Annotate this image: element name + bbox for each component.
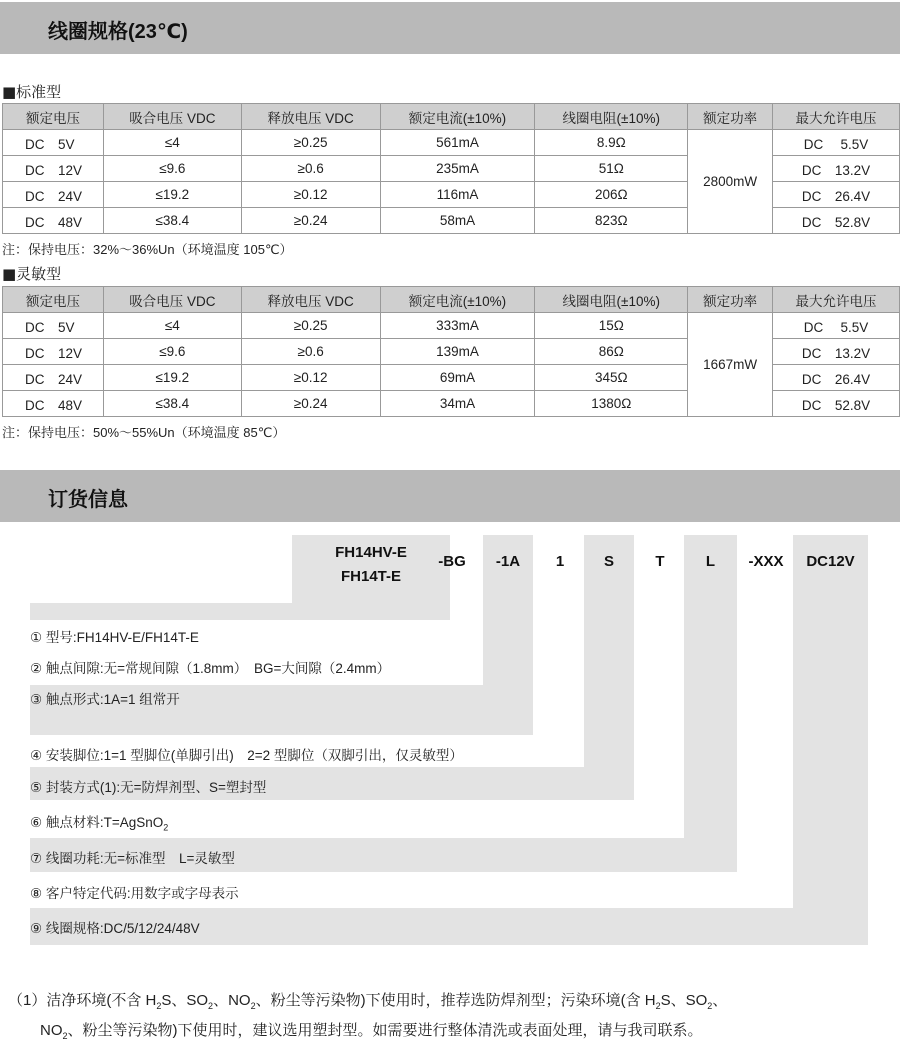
table-cell: DC 5.5V <box>773 130 900 156</box>
table-cell: DC 12V <box>3 339 104 365</box>
table-cell: ≤19.2 <box>103 182 241 208</box>
table-cell: ≤19.2 <box>103 365 241 391</box>
table-cell: 8.9Ω <box>535 130 688 156</box>
code-1: 1 <box>555 553 565 570</box>
model-code-1: FH14HV-E <box>335 544 407 561</box>
code-t: T <box>655 553 665 570</box>
table-cell: 116mA <box>380 182 535 208</box>
header-cell: 额定电流(±10%) <box>380 287 535 313</box>
standard-note: 注：保持电压：32%～36%Un（环境温度 105℃） <box>2 242 293 257</box>
fn-text: 、粉尘等污染物)下使用时，推荐选防焊剂型；污染环境(含 H <box>255 992 656 1009</box>
header-cell: 线圈电阻(±10%) <box>535 104 688 130</box>
table-cell: 58mA <box>380 208 535 234</box>
fn-text: 、 <box>712 992 728 1009</box>
table-cell: ≥0.25 <box>241 130 380 156</box>
code-dc12v: DC12V <box>806 553 855 570</box>
coil-spec-header-bar <box>0 2 900 54</box>
rated-power-cell: 1667mW <box>688 313 773 417</box>
subscript: 2 <box>250 1001 256 1011</box>
fn-text: S、SO <box>161 992 209 1009</box>
header-cell: 释放电压 VDC <box>241 104 380 130</box>
table-cell: 1380Ω <box>535 391 688 417</box>
coil-spec-title: 线圈规格(23℃) <box>48 21 188 43</box>
model-code-2: FH14T-E <box>340 568 401 585</box>
table-cell: 86Ω <box>535 339 688 365</box>
code-1a: -1A <box>495 553 521 570</box>
table-cell: ≤4 <box>103 130 241 156</box>
header-cell: 额定电压 <box>3 104 104 130</box>
table-cell: 823Ω <box>535 208 688 234</box>
header-cell: 额定功率 <box>688 287 773 313</box>
table-cell: 333mA <box>380 313 535 339</box>
box-fill <box>30 603 295 620</box>
code-column-l <box>684 535 737 872</box>
sensitive-spec-table <box>2 286 900 417</box>
subscript: 2 <box>707 1001 713 1011</box>
order-item-4: ④ 安装脚位:1=1 型脚位(单脚引出) 2=2 型脚位（双脚引出，仅灵敏型） <box>30 748 463 763</box>
footnote-line-1 <box>8 989 727 1011</box>
header-cell: 最大允许电压 <box>773 287 900 313</box>
table-cell: 206Ω <box>535 182 688 208</box>
table-cell: DC 13.2V <box>773 156 900 182</box>
table-header-row <box>3 287 900 313</box>
order-item-8: ⑧ 客户特定代码:用数字或字母表示 <box>30 886 239 901</box>
table-cell: DC 26.4V <box>773 365 900 391</box>
table-cell: ≥0.12 <box>241 182 380 208</box>
table-cell: DC 52.8V <box>773 208 900 234</box>
model-code <box>296 541 446 589</box>
table-cell: ≤38.4 <box>103 391 241 417</box>
table-cell: ≥0.24 <box>241 208 380 234</box>
table-row <box>3 313 900 339</box>
table-cell: DC 52.8V <box>773 391 900 417</box>
table-cell: 51Ω <box>535 156 688 182</box>
table-row <box>3 130 900 156</box>
standard-spec-table <box>2 103 900 234</box>
table-cell: ≤4 <box>103 313 241 339</box>
ordering-header-bar <box>0 470 900 522</box>
table-cell: DC 5V <box>3 313 104 339</box>
table-cell: DC 13.2V <box>773 339 900 365</box>
header-cell: 释放电压 VDC <box>241 287 380 313</box>
rated-power-cell: 2800mW <box>688 130 773 234</box>
order-item-6 <box>30 811 168 833</box>
table-cell: ≤9.6 <box>103 339 241 365</box>
code-l: L <box>705 553 716 570</box>
table-cell: ≥0.6 <box>241 339 380 365</box>
table-cell: DC 5.5V <box>773 313 900 339</box>
table-cell: DC 48V <box>3 208 104 234</box>
subscript: 2 <box>156 1001 162 1011</box>
header-cell: 吸合电压 VDC <box>103 104 241 130</box>
code-s: S <box>603 553 614 570</box>
table-cell: 15Ω <box>535 313 688 339</box>
standard-type-label: ■标准型 <box>2 83 62 101</box>
table-cell: DC 24V <box>3 365 104 391</box>
header-cell: 吸合电压 VDC <box>103 287 241 313</box>
table-cell: DC 12V <box>3 156 104 182</box>
header-cell: 最大允许电压 <box>773 104 900 130</box>
table-cell: ≥0.12 <box>241 365 380 391</box>
subscript: 2 <box>62 1031 68 1041</box>
table-cell: 69mA <box>380 365 535 391</box>
subscript: 2 <box>655 1001 661 1011</box>
header-cell: 额定电压 <box>3 287 104 313</box>
table-cell: ≥0.6 <box>241 156 380 182</box>
order-item-2: ② 触点间隙:无=常规间隙（1.8mm） BG=大间隙（2.4mm） <box>30 661 391 676</box>
order-item-1: ① 型号:FH14HV-E/FH14T-E <box>30 630 199 645</box>
ordering-title: 订货信息 <box>48 489 128 511</box>
order-item-3: ③ 触点形式:1A=1 组常开 <box>30 692 180 707</box>
code-column-s <box>584 535 634 800</box>
order-item-7: ⑦ 线圈功耗:无=标准型 L=灵敏型 <box>30 851 235 866</box>
code-column-dc <box>793 535 868 945</box>
fn-text: 、粉尘等污染物)下使用时，建议选用塑封型。如需要进行整体清洗或表面处理，请与我司联系。 <box>67 1022 703 1039</box>
code-xxx: -XXX <box>748 553 784 570</box>
footnote-line-2 <box>40 1019 703 1041</box>
order-item-6-text: ⑥ 触点材料:T=AgSnO <box>30 815 164 830</box>
table-cell: 34mA <box>380 391 535 417</box>
fn-text: （1）洁净环境(不含 H <box>8 992 157 1009</box>
table-cell: ≥0.24 <box>241 391 380 417</box>
box-notch <box>30 535 292 603</box>
subscript: 2 <box>208 1001 214 1011</box>
table-cell: DC 26.4V <box>773 182 900 208</box>
subscript: 2 <box>163 822 169 833</box>
table-cell: 235mA <box>380 156 535 182</box>
sensitive-note: 注：保持电压：50%～55%Un（环境温度 85℃） <box>2 425 286 440</box>
table-cell: 139mA <box>380 339 535 365</box>
fn-text: 、NO <box>213 992 251 1009</box>
fn-text: S、SO <box>660 992 708 1009</box>
table-header-row <box>3 104 900 130</box>
header-cell: 额定功率 <box>688 104 773 130</box>
table-cell: DC 24V <box>3 182 104 208</box>
header-cell: 额定电流(±10%) <box>380 104 535 130</box>
sensitive-type-label: ■灵敏型 <box>2 265 62 283</box>
table-cell: ≤9.6 <box>103 156 241 182</box>
table-cell: 561mA <box>380 130 535 156</box>
table-cell: ≤38.4 <box>103 208 241 234</box>
order-item-5: ⑤ 封装方式(1):无=防焊剂型、S=塑封型 <box>30 780 267 795</box>
table-cell: DC 5V <box>3 130 104 156</box>
table-cell: 345Ω <box>535 365 688 391</box>
table-cell: DC 48V <box>3 391 104 417</box>
order-item-9: ⑨ 线圈规格:DC/5/12/24/48V <box>30 921 200 936</box>
table-cell: ≥0.25 <box>241 313 380 339</box>
fn-text: NO <box>40 1022 63 1039</box>
header-cell: 线圈电阻(±10%) <box>535 287 688 313</box>
code-bg: -BG <box>438 553 466 570</box>
